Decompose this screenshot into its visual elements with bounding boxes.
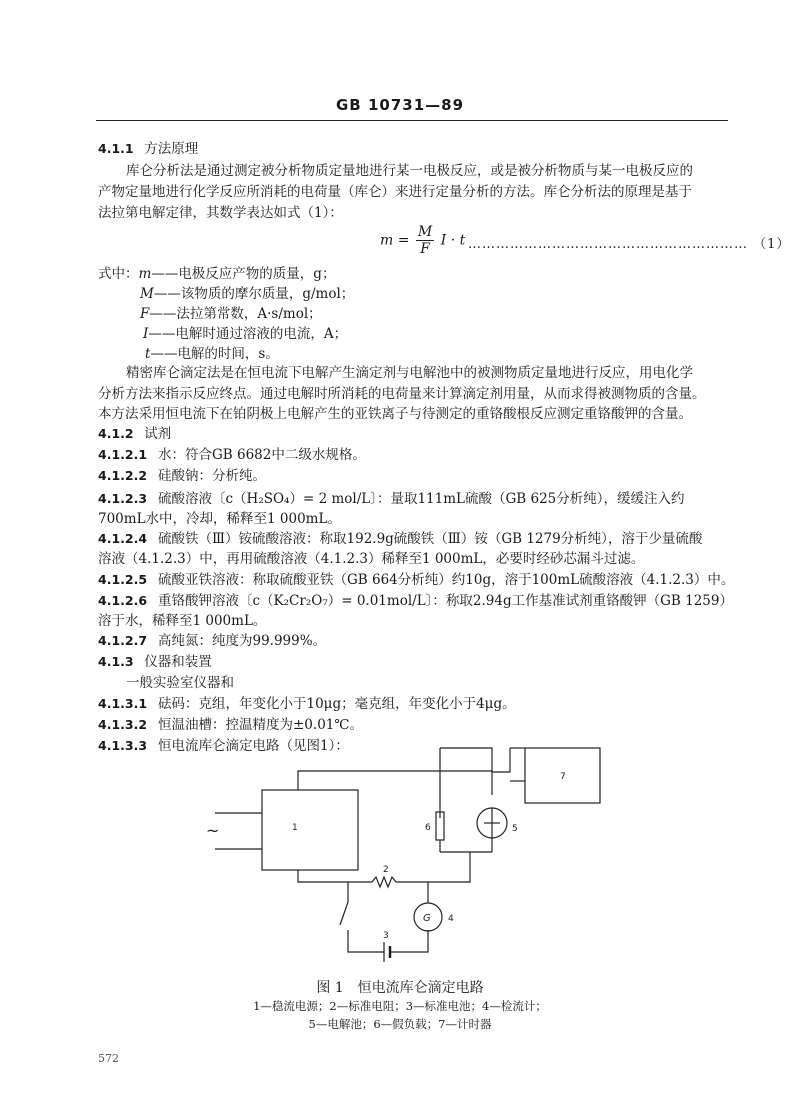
reagent-item: 4.1.2.2 硅酸钠：分析纯。: [98, 468, 266, 484]
label-6: 6: [425, 823, 431, 833]
label-2: 2: [383, 865, 389, 875]
formula-fraction: $\frac{M}{F}$: [417, 224, 433, 257]
figure-caption: 图 1 恒电流库仑滴定电路: [316, 980, 484, 996]
top-wire: [298, 771, 440, 790]
header-rule: [96, 120, 728, 121]
section-4-1-3-heading: 4.1.3 仪器和装置: [98, 654, 212, 670]
label-1: 1: [292, 823, 298, 833]
bottom-wire: [396, 852, 470, 882]
section-4-1-1-heading: [98, 140, 738, 158]
apparatus-item: 4.1.3.2 恒温油槽：控温精度为±0.01℃。: [98, 717, 363, 733]
label-5: 5: [512, 824, 518, 834]
lower-wire: [390, 930, 428, 952]
ac-symbol: ~: [206, 821, 220, 840]
paragraph-line: 法拉第电解定律，其数学表达如式（1）：: [98, 205, 343, 221]
paragraph-line: 本方法采用恒电流下在铂阴极上电解产生的亚铁离子与待测定的重铬酸根反应测定重铬酸钾的含量。: [98, 406, 692, 422]
paragraph-line: 精密库仑滴定法是在恒电流下电解产生滴定剂与电解池中的被测物质定量地进行反应，用电化学: [126, 365, 693, 381]
reagent-item: 4.1.2.3 硫酸溶液〔c（H₂SO₄）= 2 mol/L〕：量取111mL硫酸（GB 625分析纯），缓缓注入约: [98, 491, 685, 507]
formula-1: m = $\frac{M}{F}$ I · t: [380, 224, 466, 257]
standard-number-header: GB 10731—89: [335, 96, 465, 114]
section-number: 4.1.1: [98, 141, 134, 156]
label-7: 7: [560, 772, 566, 782]
label-3: 3: [383, 931, 389, 941]
paragraph-line: 分析方法来指示反应终点。通过电解时所消耗的电荷量来计算滴定剂用量，从而求得被测物质的含量。: [98, 386, 706, 402]
apparatus-item: 4.1.3.1 砝码：克组，年变化小于10μg；毫克组，年变化小于4μg。: [98, 696, 516, 712]
reagent-item-continued: 溶于水，稀释至1 000mL。: [98, 613, 267, 629]
variable-row: t——电解的时间，s。: [145, 346, 279, 362]
reagent-item-continued: 溶液（4.1.2.3）中，再用硫酸溶液（4.1.2.3）稀释至1 000mL，必要时经砂芯漏斗过滤。: [98, 551, 645, 567]
label-4: 4: [448, 914, 454, 924]
switch-blade: [340, 902, 348, 925]
reagent-item: 4.1.2.5 硫酸亚铁溶液：称取硫酸亚铁（GB 664分析纯）约10g，溶于100mL硫酸溶液（4.1.2.3）中。: [98, 572, 735, 588]
variable-row: F——法拉第常数，A·s/mol；: [140, 306, 322, 322]
cell-wire: [440, 771, 492, 795]
variable-row: 式中：m——电极反应产物的质量，g；: [98, 266, 336, 282]
variable-row: I——电解时通过溶液的电流，A；: [143, 326, 348, 342]
formula-leader: …………………………………………………… （1）: [468, 237, 791, 252]
equation-label: （1）: [753, 237, 791, 252]
apparatus-item: 4.1.3.3 恒电流库仑滴定电路（见图1）：: [98, 738, 349, 754]
reagent-item-continued: 700mL水中，冷却，稀释至1 000mL。: [98, 511, 341, 527]
paragraph-line: 产物定量地进行化学反应所消耗的电荷量（库仑）来进行定量分析的方法。库仑分析法的原理是基于: [98, 184, 692, 200]
lower-wire: [348, 930, 384, 952]
paragraph-line: 库仑分析法是通过测定被分析物质定量地进行某一电极反应，或是被分析物质与某一电极反应的: [126, 163, 693, 179]
switch-wire: [440, 748, 492, 760]
power-supply-box: [262, 790, 358, 870]
page-number: 572: [98, 1052, 119, 1065]
figure-legend-line: 1—稳流电源；2—标准电阻；3—标准电池；4—检流计；: [253, 999, 547, 1013]
galvanometer-label: G: [423, 913, 431, 924]
standard-resistor: [372, 877, 396, 887]
section-title: 方法原理: [144, 141, 199, 157]
reagent-item: 4.1.2.6 重铬酸钾溶液〔c（K₂Cr₂O₇）= 0.01mol/L〕：称取2.94g工作基准试剂重铬酸钾（GB 1259）: [98, 593, 733, 609]
section-4-1-2-heading: 4.1.2 试剂: [98, 426, 172, 442]
circuit-diagram: [200, 740, 620, 970]
timer-connector: [492, 748, 510, 772]
reagent-item: 4.1.2.1 水：符合GB 6682中二级水规格。: [98, 447, 366, 463]
variable-row: M——该物质的摩尔质量，g/mol；: [140, 286, 355, 302]
reagent-item: 4.1.2.7 高纯氮：纯度为99.999%。: [98, 633, 327, 649]
bottom-wire: [298, 870, 372, 882]
paragraph-line: 一般实验室仪器和: [126, 675, 234, 691]
reagent-item: 4.1.2.4 硫酸铁（Ⅲ）铵硫酸溶液：称取192.9g硫酸铁（Ⅲ）铵（GB 1279分析纯），溶于少量硫酸: [98, 531, 703, 547]
figure-legend-line: 5—电解池；6—假负载；7—计时器: [308, 1017, 492, 1031]
